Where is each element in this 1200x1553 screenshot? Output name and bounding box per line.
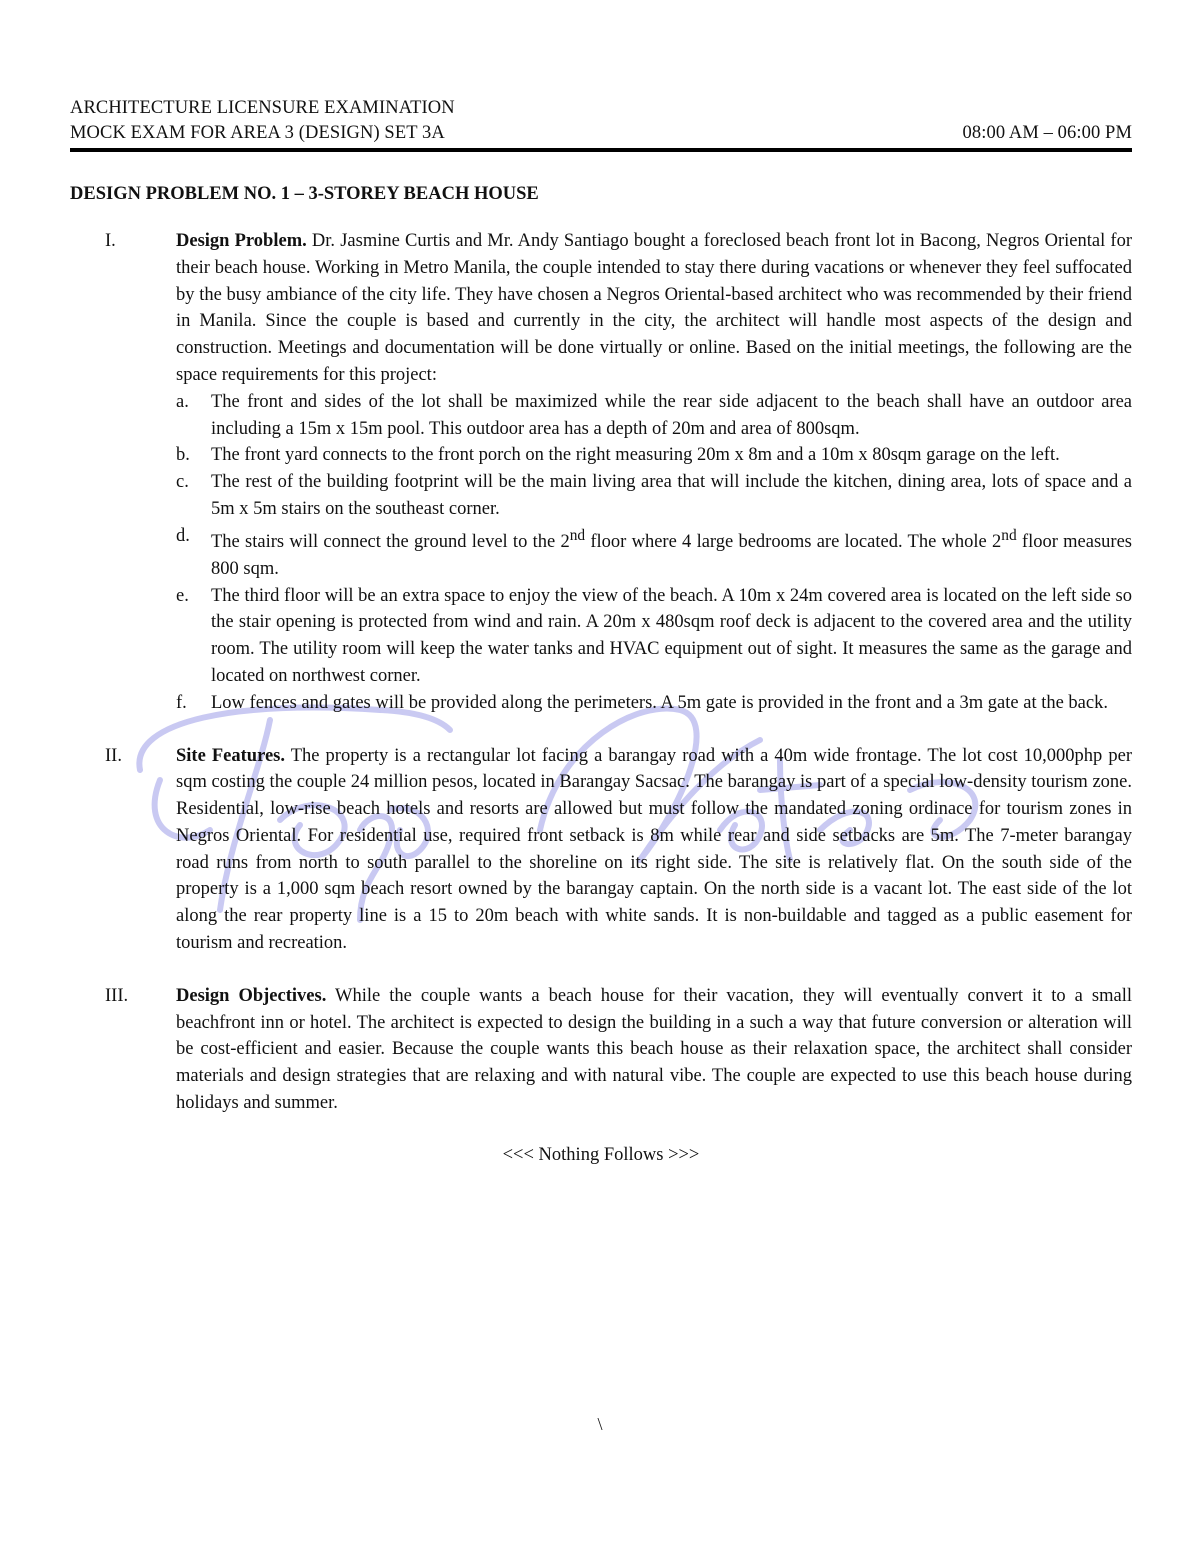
list-item [176, 690, 1132, 717]
section-text: Dr. Jasmine Curtis and Mr. Andy Santiago bought a foreclosed beach front lot in Bacong, Negros Oriental for their beach house. Working in Metro Manila, the couple intended to stay there during vacations or whenever they feel suffocated by the busy ambiance of the city life. They have chosen a Negros Oriental-based architect who was recommended by their friend in Manila. Since the couple is based and currently in the city, the architect will handle most aspects of the design and construction. Meetings and documentation will be done virtually or online. Based on the initial meetings, the following are the space requirements for this project: [176, 231, 1132, 385]
header-line1: ARCHITECTURE LICENSURE EXAMINATION [70, 98, 455, 118]
header-line2: MOCK EXAM FOR AREA 3 (DESIGN) SET 3A [70, 123, 445, 143]
header-time: 08:00 AM – 06:00 PM [962, 123, 1132, 143]
section-design-problem [70, 228, 1132, 717]
list-text: The third floor will be an extra space to enjoy the view of the beach. A 10m x 24m covered area is located on the left side so the stair opening is protected from wind and rain. A 20m x 480sqm roof deck is adjacent to the covered area and the utility room. The utility room will keep the water tanks and HVAC equipment out of sight. It measures the same as the garage and located on northwest corner. [211, 585, 1132, 686]
exam-header [70, 96, 1132, 152]
section-body [176, 743, 1132, 957]
section-body [176, 983, 1132, 1117]
list-text-part: floor measures 800 sqm. [211, 531, 1132, 579]
section-numeral: III. [105, 985, 129, 1006]
requirements-list [176, 389, 1132, 717]
list-text [211, 523, 1132, 583]
footer-mark: \ [597, 1414, 603, 1434]
section-design-objectives [70, 983, 1132, 1117]
list-item [176, 523, 1132, 583]
list-text: The front and sides of the lot shall be maximized while the rear side adjacent to the beach shall have an outdoor area including a 15m x 15m pool. This outdoor area has a depth of 20m and area of 800sqm. [211, 391, 1132, 439]
list-text: The rest of the building footprint will be the main living area that will include the kitchen, dining area, lots of space and a 5m x 5m stairs on the southeast corner. [211, 472, 1132, 519]
list-text: Low fences and gates will be provided along the perimeters. A 5m gate is provided in the front and a 3m gate at the back. [211, 692, 1108, 713]
section-heading: Site Features. [176, 745, 285, 766]
section-site-features [70, 743, 1132, 957]
ordinal-suffix: nd [1001, 526, 1017, 544]
header-row [70, 121, 1132, 146]
list-letter: e. [176, 585, 189, 606]
list-letter: a. [176, 391, 189, 412]
list-letter: c. [176, 472, 189, 493]
section-body [176, 228, 1132, 717]
list-text-part: The stairs will connect the ground level to the 2 [211, 531, 570, 552]
list-letter: b. [176, 445, 190, 466]
list-text: The front yard connects to the front porch on the right measuring 20m x 8m and a 10m x 80sqm garage on the left. [211, 445, 1060, 466]
nothing-follows-note: <<< Nothing Follows >>> [502, 1144, 700, 1165]
ordinal-suffix: nd [569, 526, 586, 544]
list-item [176, 583, 1132, 690]
list-item [176, 442, 1132, 469]
section-text: The property is a rectangular lot facing a barangay road with a 40m wide frontage. The lot cost 10,000php per sqm costing the couple 24 million pesos, located in Barangay Sacsac. The barangay is part of a special low-density tourism zone. Residential, low-rise beach hotels and resorts are allowed but must follow the mandated zoning ordinace for tourism zones in Negros Oriental. For residential use, required front setback is 8m while rear and side setbacks are 5m. The 7-meter barangay road runs from north to south parallel to the shoreline on its right side. The site is relatively flat. On the south side of the property is a 1,000 sqm beach resort owned by the barangay captain. On the north side is a vacant lot. The east side of the lot along the rear property line is a 15 to 20m beach with white sands. It is non-buildable and tagged as a public easement for tourism and recreation. [176, 745, 1132, 954]
section-heading: Design Objectives. [176, 985, 327, 1006]
section-heading: Design Problem. [176, 231, 307, 251]
section-text: While the couple wants a beach house for their vacation, they will eventually convert it to a small beachfront inn or hotel. The architect is expected to design the building in a such a way that future conversion or alteration will be cost-efficient and easier. Because the couple wants this beach house as their relaxation space, the architect shall consider materials and design strategies that are relaxing and with natural vibe. The couple are expected to use this beach house during holidays and summer. [176, 985, 1132, 1114]
section-paragraph [176, 228, 1132, 389]
list-letter: f. [176, 692, 187, 713]
list-item [176, 469, 1132, 523]
section-numeral: II. [105, 745, 122, 766]
problem-title: DESIGN PROBLEM NO. 1 – 3-STOREY BEACH HOUSE [70, 184, 539, 204]
list-item [176, 389, 1132, 443]
section-numeral: I. [105, 231, 116, 251]
header-rule [70, 148, 1132, 152]
document-page [70, 96, 1132, 1167]
list-text-part: floor where 4 large bedrooms are located. The whole 2 [585, 531, 1002, 552]
list-letter: d. [176, 525, 190, 546]
